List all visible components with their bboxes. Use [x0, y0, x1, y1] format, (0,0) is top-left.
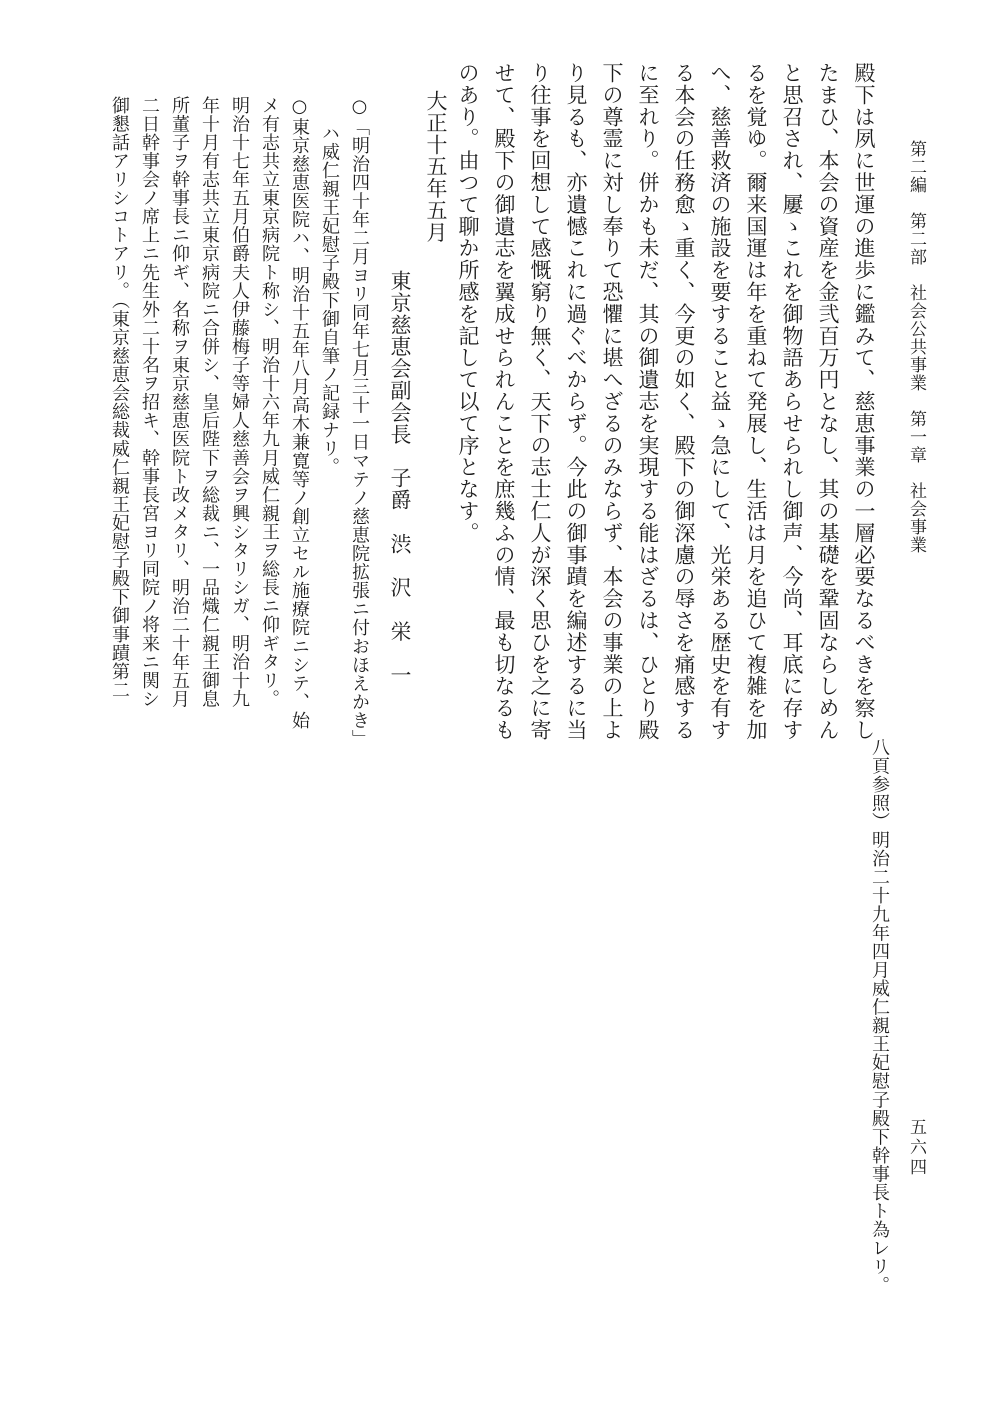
body-line: に至れり。併かも未だ、其の御遺志を実現する能はざるは、ひとり殿	[636, 62, 660, 741]
body-line: 殿下は夙に世運の進歩に鑑みて、慈恵事業の一層必要なるべきを察し	[852, 62, 876, 741]
body-line: る本会の任務愈ゝ重く、今更の如く、殿下の御深慮の辱さを痛感する	[672, 62, 696, 741]
note-line: 明治十七年五月伯爵夫人伊藤梅子等婦人慈善会ヲ興シタリシガ、明治十九	[229, 96, 250, 709]
running-head: 第二編 第二部 社会公共事業 第一章 社会事業	[906, 140, 926, 554]
body-line: るを覚ゆ。爾来国運は年を重ねて発展し、生活は月を追ひて複雑を加	[744, 62, 768, 741]
note-line: ハ威仁親王妃慰子殿下御自筆ノ記録ナリ。	[319, 124, 340, 477]
body-line: り見るも、亦遺憾これに過ぐべからず。今此の御事蹟を編述するに当	[564, 62, 588, 741]
note-line: ○「明治四十年二月ヨリ同年七月三十一日マテノ慈恵院拡張ニ付おほえかき」	[349, 96, 370, 749]
body-line: たまひ、本会の資産を金弐百万円となし、其の基礎を鞏固ならしめん	[816, 62, 840, 741]
signature: 東京慈恵会副会長 子爵 渋 沢 栄 一	[388, 270, 412, 687]
body-line: と思召され、屢ゝこれを御物語あらせられし御声、今尚、耳底に存す	[780, 62, 804, 741]
note-line: 所董子ヲ幹事長ニ仰ギ、名称ヲ東京慈恵医院ト改メタリ、明治二十年五月	[169, 96, 190, 709]
note-line: 御懇話アリシコトアリ。（東京慈恵会総裁威仁親王妃慰子殿下御事蹟第二	[109, 96, 130, 700]
note-line: 二日幹事会ノ席上ニ先生外二十名ヲ招キ、幹事長宮ヨリ同院ノ将来ニ関シ	[139, 96, 160, 709]
body-line: り往事を回想して感慨窮り無く、天下の志士仁人が深く思ひを之に寄	[528, 62, 552, 741]
note-line: 年十月有志共立東京病院ニ合併シ、皇后陛下ヲ総裁ニ、一品熾仁親王御息	[199, 96, 220, 709]
body-line: 下の尊霊に対し奉りて恐懼に堪へざるのみならず、本会の事業の上よ	[600, 62, 624, 741]
body-line: せて、殿下の御遺志を翼成せられんことを庶幾ふの情、最も切なるも	[492, 62, 516, 741]
page-number: 五六四	[906, 1118, 926, 1178]
note-line: メ有志共立東京病院ト称シ、明治十六年九月威仁親王ヲ総長ニ仰ギタリ。	[259, 96, 280, 709]
note-line: ○東京慈恵医院ハ、明治十五年八月高木兼寛等ノ創立セル施療院ニシテ、始	[289, 96, 310, 730]
body-line: のあり。由つて聊か所感を記して以て序となす。	[456, 62, 480, 544]
preface-date: 大正十五年五月	[424, 90, 448, 244]
body-line: へ、慈善救済の施設を要すること益ゝ急にして、光栄ある歴史を有す	[708, 62, 732, 741]
note-continuation: 八頁参照）明治二十九年四月威仁親王妃慰子殿下幹事長ト為レリ。	[869, 738, 890, 1295]
